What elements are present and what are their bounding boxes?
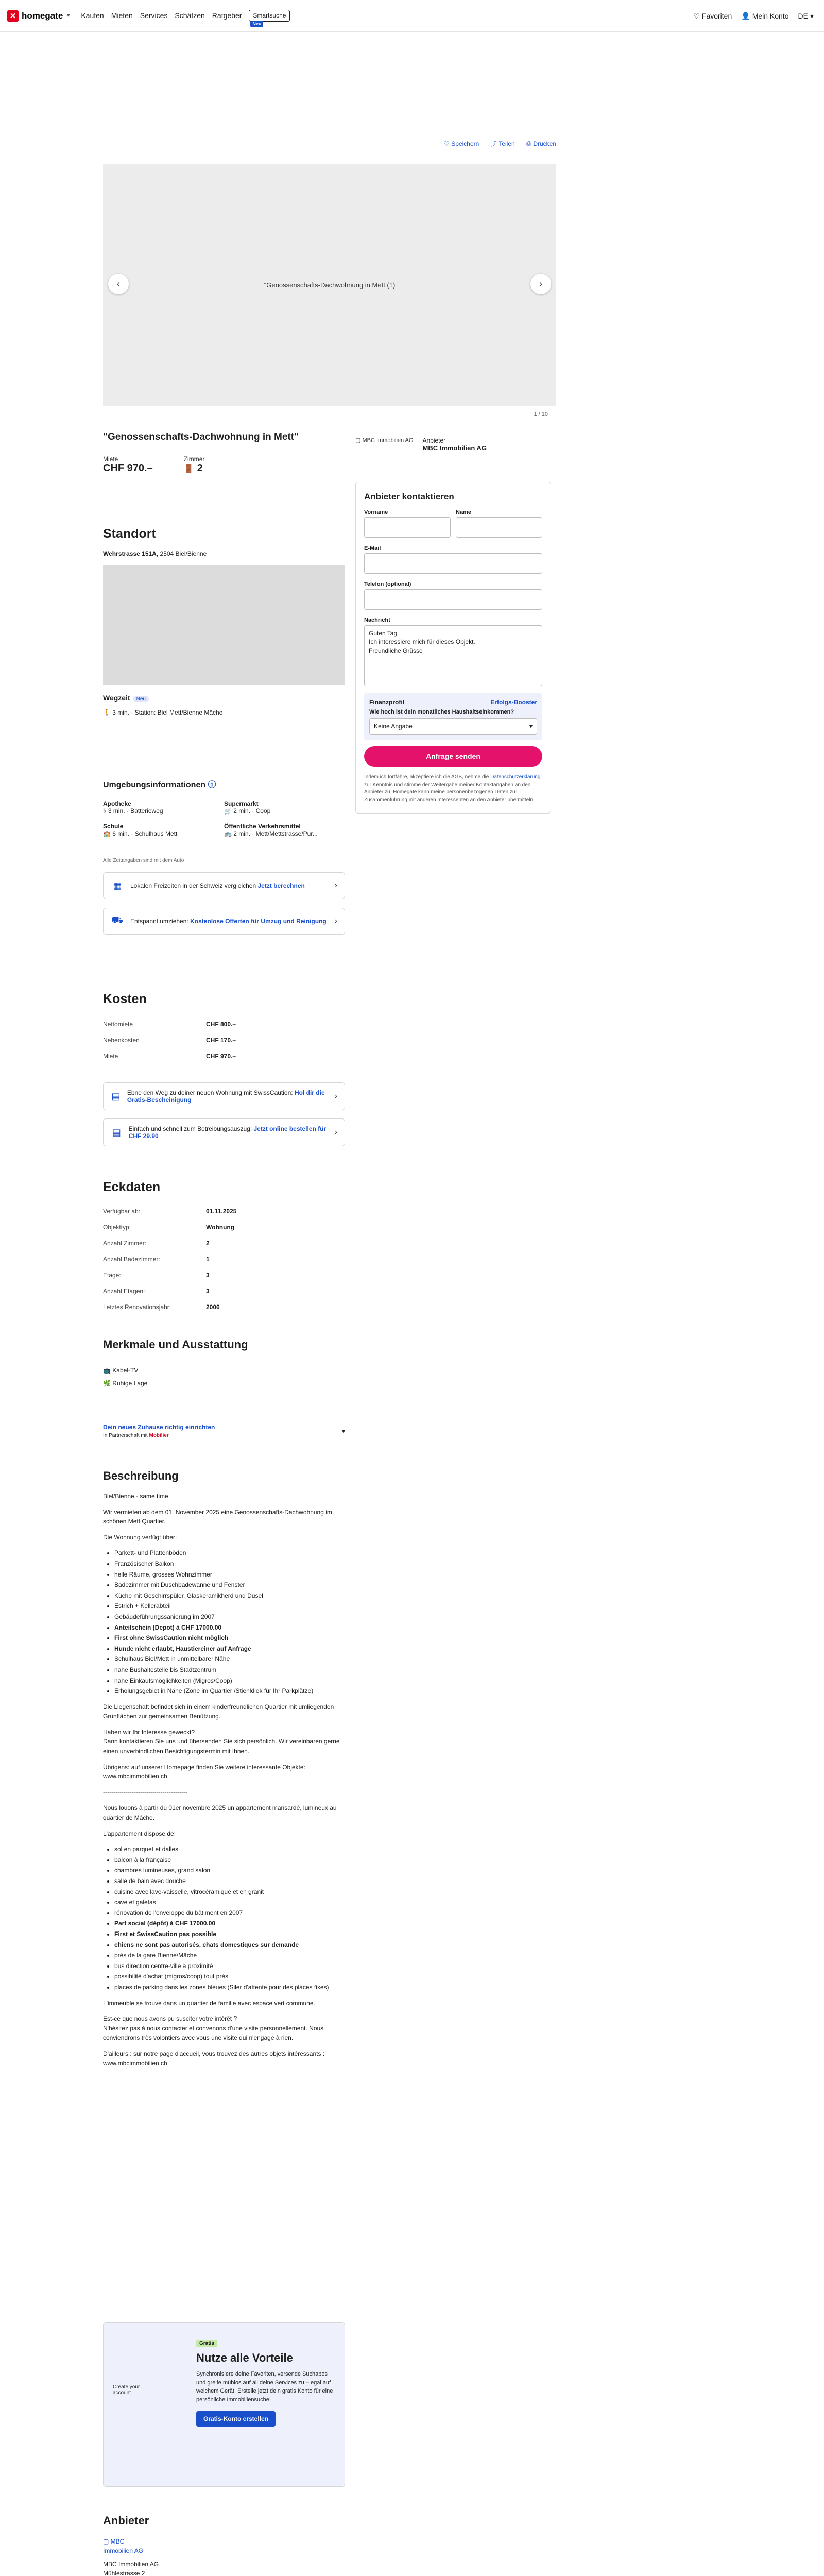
advertiser-logo-alt: MBC Immobilien AG (362, 437, 414, 444)
surrounding-value: 6 min. · Schulhaus Mett (112, 830, 178, 837)
listing-title: "Genossenschafts-Dachwohnung in Mett" (103, 432, 299, 443)
firstname-input[interactable] (364, 517, 451, 538)
swisscaution-desc: Ebne den Weg zu deiner neuen Wohnung mit SwissCaution: (127, 1089, 295, 1096)
firstname-group (364, 509, 451, 545)
table-row (103, 1204, 345, 1219)
rooms-value (184, 463, 205, 474)
moving-offers-link[interactable]: Kostenlose Offerten für Umzug und Reinigung (190, 918, 327, 925)
nav-mieten[interactable]: Mieten (111, 11, 133, 20)
save-button[interactable] (444, 139, 479, 148)
chevron-right-icon: › (334, 881, 337, 890)
list-item: • nahe Bushaltestelle bis Stadtzentrum (114, 1665, 345, 1675)
bus-icon: 🚌 (224, 830, 232, 837)
advertiser-title: Anbieter (103, 2514, 149, 2527)
finance-profile-header (369, 699, 537, 706)
description-title: Beschreibung (103, 1469, 179, 1482)
list-item: • balcon à la française (114, 1855, 345, 1865)
surrounding-value: 3 min. · Batterieweg (108, 807, 163, 815)
firstname-label: Vorname (364, 509, 388, 515)
gallery-counter: 1 / 10 (534, 411, 548, 417)
debt-extract-link[interactable]: Jetzt online bestellen für CHF 29.90 (128, 1125, 327, 1140)
promo-title: Nutze alle Vorteile (196, 2351, 293, 2364)
document-icon: ▤ (111, 1091, 121, 1101)
income-select[interactable] (369, 718, 537, 735)
feature-label: Kabel-TV (112, 1367, 139, 1374)
keydata-key: Anzahl Etagen: (103, 1287, 145, 1295)
surrounding-item (103, 800, 224, 815)
user-icon: 👤 (741, 11, 750, 20)
cart-icon: 🛒 (224, 807, 232, 815)
costs-table (103, 1016, 345, 1064)
message-label: Nachricht (364, 617, 390, 623)
list-item: • Französischer Balkon (114, 1559, 345, 1569)
list-item: • chambres lumineuses, grand salon (114, 1866, 345, 1875)
lastname-input[interactable] (456, 517, 542, 538)
smartsearch-button[interactable] (249, 10, 290, 26)
door-icon: 🚪 (183, 464, 194, 473)
description-body (103, 1492, 345, 2074)
nav-services[interactable]: Services (140, 11, 168, 20)
features-list (103, 1364, 345, 1390)
site-header (0, 0, 824, 32)
list-item: • Hunde nicht erlaubt, Haustiereiner auf Anfrage (114, 1644, 345, 1654)
chevron-right-icon: › (334, 917, 337, 925)
free-badge: Gratis (196, 2340, 217, 2347)
keydata-key: Anzahl Zimmer: (103, 1240, 147, 1247)
table-row (103, 1267, 345, 1283)
location-title: Standort (103, 527, 156, 541)
surrounding-value: 2 min. · Mett/Mettstrasse/Pur... (233, 830, 318, 837)
list-item: • chiens ne sont pas autorisés, chats domestiques sur demande (114, 1940, 345, 1950)
rent-value: CHF 970.– (103, 463, 153, 474)
gallery-image-alt: "Genossenschafts-Dachwohnung in Mett (1) (264, 281, 396, 289)
keydata-key: Letztes Renovationsjahr: (103, 1303, 171, 1311)
list-item: • helle Räume, grosses Wohnzimmer (114, 1570, 345, 1580)
list-item: • cuisine avec lave-vaisselle, vitrocéramique et en granit (114, 1887, 345, 1897)
key-facts (103, 455, 204, 474)
desc-paragraph: L'immeuble se trouve dans un quartier de famille avec espace vert commune. (103, 1999, 315, 2007)
rooms-label: Zimmer (183, 455, 205, 463)
advertiser-line: Mühlestrasse 2 (103, 2570, 145, 2576)
finance-profile (364, 693, 542, 740)
print-icon: ⎙ (526, 140, 531, 147)
list-item: • Part social (dépôt) à CHF 17000.00 (114, 1919, 345, 1928)
save-label: Speichern (451, 140, 479, 147)
legal-text-b: zur Kenntnis und stimme der Weitergabe meiner Kontaktangaben an den Anbieter zu. Homegate kann meine personenbezogenen Daten zur Zusammenführung mit anderen Interessenten an den Anbieter übermitteln. (364, 782, 535, 803)
desc-paragraph: D'ailleurs : sur notre page d'accueil, vous trouvez des autres objets intéressants : www.mbcimmobilien.ch (103, 2049, 325, 2067)
list-item: • rénovation de l'enveloppe du bâtiment en 2007 (114, 1908, 345, 1918)
cost-value: CHF 800.– (206, 1021, 236, 1028)
rooms-number: 2 (197, 463, 203, 474)
list-item: • places de parking dans les zones bleues (Siler d'attente pour des places fixes) (114, 1982, 345, 1992)
keydata-key: Verfügbar ab: (103, 1208, 141, 1215)
finance-profile-title: Finanzprofil (369, 699, 404, 706)
table-row (103, 1048, 345, 1064)
keydata-value: 2006 (206, 1303, 220, 1311)
desc-paragraph: Wir vermieten ab dem 01. November 2025 eine Genossenschafts-Dachwohnung im schönen Mett Quartier. (103, 1508, 332, 1526)
desc-paragraph: L'appartement dispose de: (103, 1829, 176, 1837)
name-row (364, 509, 542, 545)
legal-text-a: Indem ich fortfahre, akzeptiere ich die AGB, nehme die (364, 774, 491, 780)
tax-compare-text (130, 882, 305, 889)
email-input[interactable] (364, 553, 542, 574)
tax-compare-link[interactable]: Jetzt berechnen (258, 882, 305, 889)
create-account-button[interactable]: Gratis-Konto erstellen (196, 2411, 276, 2427)
share-button[interactable] (490, 139, 514, 148)
list-item: • Badezimmer mit Duschbadewanne und Fenster (114, 1580, 345, 1590)
privacy-link[interactable]: Datenschutzerklärung (490, 774, 541, 780)
gallery-prev-button[interactable] (108, 274, 129, 294)
lastname-label: Name (456, 509, 471, 515)
advertiser-block (103, 2537, 345, 2576)
nav-kaufen[interactable]: Kaufen (81, 11, 104, 20)
keydata-title: Eckdaten (103, 1180, 161, 1194)
account-promo (103, 2322, 345, 2487)
keydata-table (103, 1204, 345, 1315)
print-button[interactable] (526, 139, 556, 148)
list-item: • possibilité d'achat (migros/coop) tout près (114, 1972, 345, 1981)
calculator-icon: ▦ (113, 880, 122, 891)
email-label: E-Mail (364, 545, 381, 551)
table-row (103, 1219, 345, 1235)
advertiser-summary (355, 437, 551, 452)
favorites-link[interactable] (693, 12, 732, 21)
list-item: • Erholungsgebiet in Nähe (Zone im Quartier /Stiehldiek für Ihr Parkplätze) (114, 1686, 345, 1696)
list-item: • Anteilschein (Depot) à CHF 17000.00 (114, 1623, 345, 1633)
header-right (693, 0, 814, 32)
address-city: 2504 Biel/Bienne (158, 550, 207, 557)
document-icon: ▤ (112, 1127, 121, 1138)
list-item: • Parkett- und Plattenböden (114, 1548, 345, 1558)
costs-title: Kosten (103, 992, 147, 1006)
surroundings-title (103, 778, 216, 790)
travel-time-label: Wegzeit (103, 693, 130, 702)
keydata-value: 01.11.2025 (206, 1208, 237, 1215)
surrounding-label: Apotheke (103, 800, 131, 807)
listing-actions (103, 139, 556, 148)
table-row (103, 1251, 345, 1267)
address-street: Wehrstrasse 151A, (103, 550, 159, 557)
table-row (103, 1016, 345, 1032)
chevron-right-icon: › (539, 278, 542, 289)
feature-item (103, 1364, 345, 1377)
nav-ratgeber[interactable]: Ratgeber (212, 11, 242, 20)
desc-list-de (114, 1548, 345, 1696)
gallery-next-button[interactable] (530, 274, 551, 294)
travel-time-header (103, 693, 345, 702)
debt-extract-desc: Einfach und schnell zum Betreibungsauszug: (128, 1125, 254, 1132)
cost-key: Nebenkosten (103, 1037, 140, 1044)
keydata-value: 3 (206, 1272, 210, 1279)
new-pill: Neu (133, 696, 149, 702)
feature-label: Ruhige Lage (112, 1380, 148, 1387)
location-map[interactable] (103, 565, 345, 685)
list-item: • First et SwissCaution pas possible (114, 1929, 345, 1939)
language-select[interactable] (798, 12, 814, 21)
pharmacy-icon: ⚕ (103, 807, 107, 815)
send-request-button[interactable]: Anfrage senden (364, 746, 542, 767)
list-item: • Schulhaus Biel/Mett in unmittelbarer Nähe (114, 1654, 345, 1664)
advertiser-logo[interactable]: ▢ MBC Immobilien AG (103, 2538, 144, 2554)
finance-profile-link[interactable]: Erfolgs-Booster (490, 699, 537, 706)
nav-schaetzen[interactable]: Schätzen (175, 11, 205, 20)
moving-offers-text (130, 918, 327, 925)
desc-list-fr (114, 1844, 345, 1992)
image-gallery[interactable] (103, 164, 556, 417)
advertiser-line: MBC Immobilien AG (103, 2561, 159, 2568)
table-row (103, 1032, 345, 1048)
furnishing-link[interactable]: Dein neues Zuhause richtig einrichten (103, 1423, 215, 1431)
swisscaution-link[interactable]: Hol dir die Gratis-Bescheinigung (127, 1089, 325, 1104)
table-row (103, 1235, 345, 1251)
moving-offers-desc: Entspannt umziehen: (130, 918, 191, 925)
income-select-value: Keine Angabe (374, 723, 413, 730)
school-icon: 🏫 (103, 830, 111, 837)
info-icon[interactable]: ⓘ (208, 781, 216, 789)
lastname-group (456, 509, 542, 545)
share-label: Teilen (499, 140, 515, 147)
main-nav (81, 10, 290, 26)
surrounding-label: Öffentliche Verkehrsmittel (224, 823, 301, 830)
chevron-right-icon: › (334, 1128, 337, 1137)
list-item: • près de la gare Bienne/Mâche (114, 1951, 345, 1960)
partner-brand: Mobilier (149, 1433, 169, 1438)
heart-icon: ♡ (443, 140, 450, 147)
account-label: Mein Konto (752, 12, 789, 20)
desc-paragraph: Übrigens: auf unserer Homepage finden Sie weitere interessante Objekte: www.mbcimmobilien.ch (103, 1763, 305, 1781)
advertiser-name: MBC Immobilien AG (422, 444, 487, 452)
favorites-label: Favoriten (701, 12, 732, 20)
rent-fact (103, 455, 153, 474)
advertiser-logo-alt: MBC Immobilien AG (103, 2538, 144, 2554)
chevron-down-icon: ▾ (67, 13, 70, 19)
surroundings-note: Alle Zeitangaben sind mit dem Auto (103, 858, 184, 863)
features-title: Merkmale und Ausstattung (103, 1338, 248, 1351)
promo-content (196, 2338, 335, 2427)
message-textarea[interactable]: Guten Tag Ich interessiere mich für dieses Objekt. Freundliche Grüsse (364, 625, 542, 686)
cost-value: CHF 970.– (206, 1053, 236, 1060)
keydata-value: Wohnung (206, 1224, 235, 1231)
legal-notice (364, 774, 542, 804)
advertiser-logo: ▢ MBC Immobilien AG (355, 437, 414, 444)
furnishing-promo[interactable] (103, 1418, 345, 1438)
surrounding-item (103, 823, 224, 837)
advertiser-name-block (422, 437, 486, 452)
truck-icon: ⛟ (111, 915, 124, 925)
smartsearch-label: Smartsuche (253, 12, 286, 20)
feature-item (103, 1377, 345, 1390)
surrounding-item (224, 800, 345, 815)
address (103, 550, 345, 557)
list-item: • Estrich + Kellerabteil (114, 1601, 345, 1611)
leaf-icon: 🌿 (103, 1380, 111, 1387)
swisscaution-text (127, 1089, 329, 1104)
rent-label: Miete (103, 455, 118, 463)
language-label: DE (798, 12, 808, 20)
tv-icon: 📺 (103, 1367, 111, 1374)
chevron-right-icon: › (334, 1092, 337, 1100)
partner-line (103, 1433, 345, 1438)
cost-key: Nettomiete (103, 1021, 133, 1028)
walk-icon: 🚶 (103, 709, 111, 716)
share-icon: ⤴ (490, 140, 497, 147)
desc-paragraph: Nous louons à partir du 01er novembre 2025 un appartement mansardé, lumineux au quartier de Mâche. (103, 1804, 337, 1822)
keydata-value: 1 (206, 1256, 210, 1263)
income-question: Wie hoch ist dein monatliches Haushaltseinkommen? (369, 709, 514, 715)
keydata-key: Anzahl Badezimmer: (103, 1256, 160, 1263)
desc-paragraph: Est-ce que nous avons pu susciter votre intérêt ? N'hésitez pas à nous contacter et convenons d'une visite personnellement. Nous conviendrons très volontiers avec vous une visite qui n'engage à rien. (103, 2015, 324, 2042)
account-link[interactable] (741, 12, 788, 21)
swisscaution-box[interactable] (103, 1082, 345, 1110)
contact-form-title: Anbieter kontaktieren (364, 492, 454, 501)
keydata-value: 2 (206, 1240, 210, 1247)
list-item: • Küche mit Geschirrspüler, Glaskeramikherd und Dusel (114, 1591, 345, 1601)
list-item: • salle de bain avec douche (114, 1876, 345, 1886)
surrounding-item (224, 823, 345, 837)
desc-paragraph: Die Wohnung verfügt über: (103, 1533, 177, 1541)
table-row (103, 1299, 345, 1315)
print-label: Drucken (533, 140, 556, 147)
logo-mark-icon: ✕ (7, 10, 19, 22)
chevron-down-icon: ▾ (810, 11, 814, 20)
advertiser-label: Anbieter (422, 437, 446, 444)
list-item: • Gebäudeführungssanierung im 2007 (114, 1612, 345, 1622)
chevron-down-icon: ▾ (341, 1428, 345, 1435)
promo-image: Create your account (113, 2384, 140, 2396)
keydata-key: Objekttyp: (103, 1224, 131, 1231)
desc-paragraph: Haben wir Ihr Interesse geweckt? Dann kontaktieren Sie uns und übersenden Sie sich persönlich. Wir vereinbaren gerne einen unverbindlichen Besichtigungstermin mit Ihnen. (103, 1728, 340, 1755)
phone-label: Telefon (optional) (364, 581, 411, 587)
desc-intro: Biel/Bienne - same time (103, 1493, 168, 1500)
surrounding-value: 2 min. · Coop (233, 807, 271, 815)
partner-label: In Partnerschaft mit (103, 1433, 148, 1438)
keydata-key: Etage: (103, 1272, 121, 1279)
desc-divider: ----------------------------------------- (103, 1788, 187, 1796)
tax-compare-box[interactable] (103, 872, 345, 899)
keydata-value: 3 (206, 1287, 210, 1295)
list-item: • cave et galetas (114, 1897, 345, 1907)
list-item: • First ohne SwissCaution nicht möglich (114, 1633, 345, 1643)
table-row (103, 1283, 345, 1299)
travel-time-text: 3 min. · Station: Biel Mett/Bienne Mâche (112, 709, 223, 716)
contact-form (355, 482, 551, 814)
brand-name: homegate (22, 10, 63, 21)
moving-offers-box[interactable] (103, 908, 345, 935)
list-item: • sol en parquet et dalles (114, 1844, 345, 1854)
list-item: • bus direction centre-ville à proximité (114, 1961, 345, 1971)
surroundings-title-text: Umgebungsinformationen (103, 781, 206, 789)
surrounding-label: Supermarkt (224, 800, 259, 807)
debt-extract-text (129, 1125, 329, 1140)
tax-compare-desc: Lokalen Freizeiten in der Schweiz vergleichen (130, 882, 258, 889)
surrounding-label: Schule (103, 823, 124, 830)
cost-value: CHF 170.– (206, 1037, 236, 1044)
travel-time-row (103, 709, 345, 716)
chevron-down-icon: ▾ (529, 723, 533, 730)
heart-icon: ♡ (693, 11, 700, 20)
promo-text: Synchronisiere deine Favoriten, versende Suchabos und greife mühlos auf all deine Services zu – egal auf welchem Gerät. Erstelle jetzt dein gratis Konto für eine persönliche Immobiliensuche! (196, 2371, 333, 2403)
rooms-fact (184, 455, 205, 474)
debt-extract-box[interactable] (103, 1118, 345, 1146)
list-item: • nahe Einkaufsmöglichkeiten (Migros/Coop) (114, 1676, 345, 1686)
new-badge: Neu (250, 21, 263, 27)
homegate-logo[interactable] (7, 10, 70, 22)
surroundings-grid (103, 800, 345, 837)
cost-key: Miete (103, 1053, 118, 1060)
chevron-left-icon: ‹ (117, 278, 120, 289)
phone-input[interactable] (364, 589, 542, 610)
desc-paragraph: Die Liegenschaft befindet sich in einem kinderfreundlichen Quartier mit umliegenden Grünflächen zur gemeinsamen Benützung. (103, 1703, 334, 1720)
